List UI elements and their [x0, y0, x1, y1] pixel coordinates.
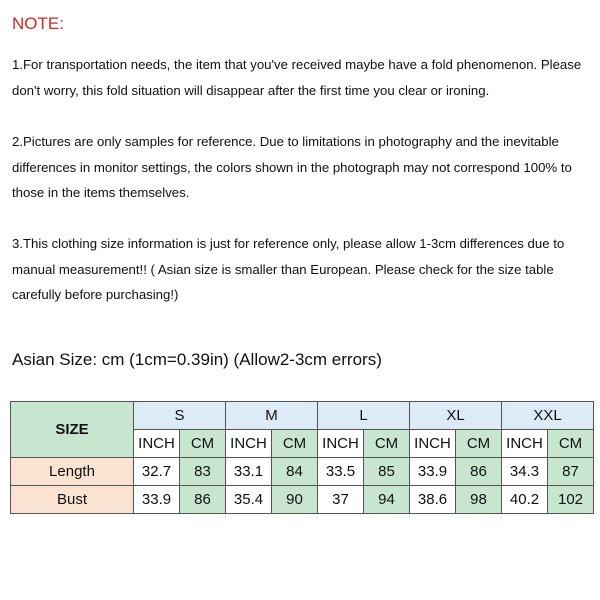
table-cell: 85 [364, 458, 410, 486]
size-header-row [11, 402, 594, 430]
unit-cm-header: CM [548, 430, 594, 458]
table-cell: 83 [180, 458, 226, 486]
table-row-length [11, 458, 594, 486]
note-paragraph-2: 2.Pictures are only samples for reference. Due to limitations in photography and the inevitable differences in monitor settings, the colors shown in the photograph may not correspond 100% to those in the items themselves. [12, 134, 572, 200]
note-paragraph-3: 3.This clothing size information is just for reference only, please allow 1-3cm differences due to manual measurement!! ( Asian size is smaller than European. Please check for the size table carefully before purchasing!) [12, 236, 565, 302]
row-label-bust: Bust [11, 486, 134, 514]
unit-cm-header: CM [364, 430, 410, 458]
table-cell: 33.9 [410, 458, 456, 486]
size-column-l: L [318, 402, 410, 430]
row-label-length: Length [11, 458, 134, 486]
unit-inch-header: INCH [410, 430, 456, 458]
unit-inch-header: INCH [226, 430, 272, 458]
table-cell: 33.1 [226, 458, 272, 486]
table-cell: 38.6 [410, 486, 456, 514]
unit-inch-header: INCH [134, 430, 180, 458]
table-cell: 84 [272, 458, 318, 486]
unit-inch-header: INCH [318, 430, 364, 458]
note-title: NOTE: [12, 14, 64, 33]
table-cell: 87 [548, 458, 594, 486]
size-column-m: M [226, 402, 318, 430]
table-row-bust [11, 486, 594, 514]
table-cell: 102 [548, 486, 594, 514]
unit-inch-header: INCH [502, 430, 548, 458]
table-cell: 35.4 [226, 486, 272, 514]
size-column-xxl: XXL [502, 402, 594, 430]
unit-cm-header: CM [456, 430, 502, 458]
table-cell: 86 [456, 458, 502, 486]
table-cell: 86 [180, 486, 226, 514]
table-cell: 37 [318, 486, 364, 514]
size-column-s: S [134, 402, 226, 430]
table-cell: 40.2 [502, 486, 548, 514]
note-paragraph-1: 1.For transportation needs, the item that you've received maybe have a fold phenomenon. Please don't worry, this fold situation will disappear after the first time you clear or ironing. [12, 57, 582, 98]
table-cell: 33.9 [134, 486, 180, 514]
table-cell: 32.7 [134, 458, 180, 486]
size-corner-label: SIZE [11, 402, 134, 458]
table-cell: 34.3 [502, 458, 548, 486]
table-cell: 90 [272, 486, 318, 514]
unit-cm-header: CM [272, 430, 318, 458]
table-cell: 33.5 [318, 458, 364, 486]
unit-cm-header: CM [180, 430, 226, 458]
size-column-xl: XL [410, 402, 502, 430]
table-cell: 98 [456, 486, 502, 514]
size-table-heading: Asian Size: cm (1cm=0.39in) (Allow2-3cm errors) [12, 350, 382, 369]
table-cell: 94 [364, 486, 410, 514]
size-table [10, 401, 594, 514]
